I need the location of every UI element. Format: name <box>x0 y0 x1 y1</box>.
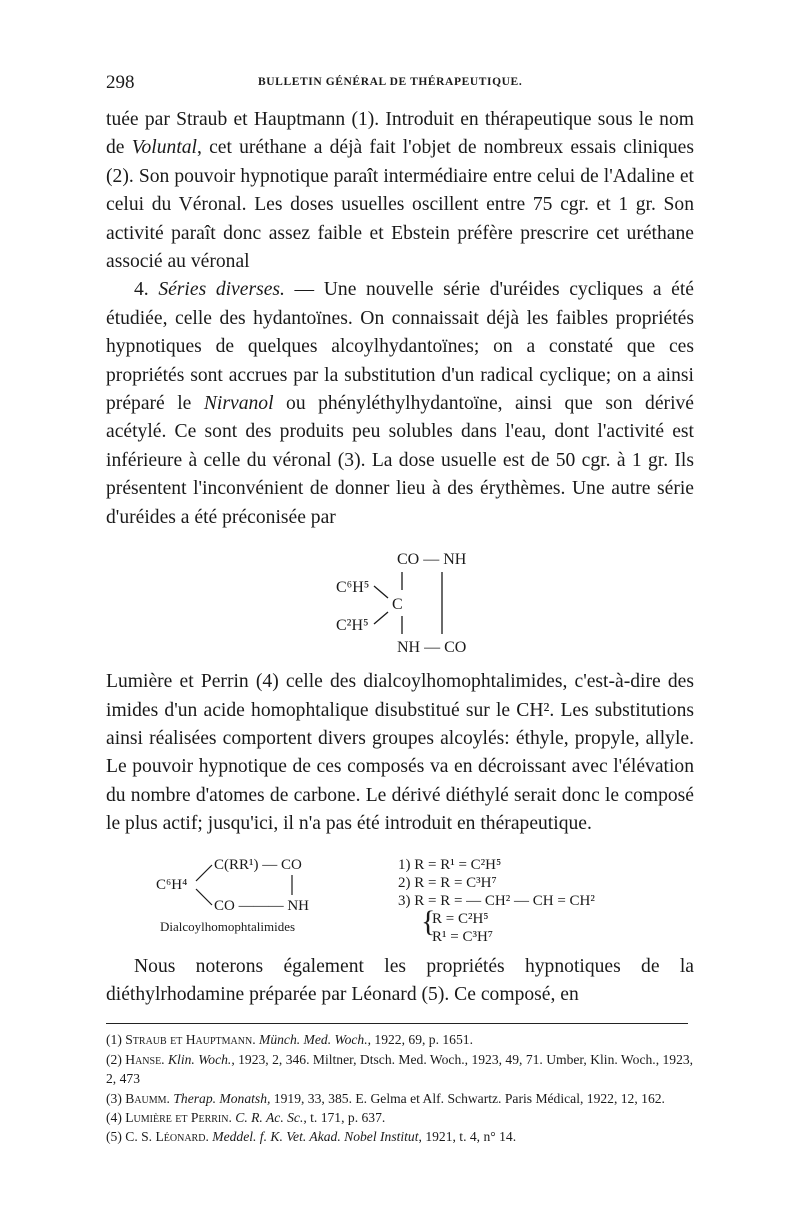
homophtalimide-formula <box>106 853 694 947</box>
footnote-rule <box>106 1023 688 1024</box>
formula-caption: Dialcoylhomophtalimides <box>160 918 296 934</box>
footnote-3 <box>106 1089 694 1108</box>
section-number: 4. <box>134 279 159 301</box>
body-text-2 <box>106 668 694 838</box>
paragraph-text: tuée par Straub et Hauptmann (1). Introduit en thérapeutique sous le nom de <box>106 109 694 159</box>
footnote-authors: Hanse. <box>125 1051 165 1067</box>
formula-c6h5: C⁶H⁵ <box>336 579 370 597</box>
paragraph-text: , cet uréthane a déjà fait l'objet de nombreux essais cliniques (2). Son pouvoir hypnotique paraît intermédiaire entre celui de l'Adaline et celui du Véronal. Les doses usuelles oscillent entre 75 cgr. et 1 gr. Son activité paraît donc assez faible et Ebstein préfère prescrire cet uréthane associé au véronal <box>106 137 694 273</box>
substituent-2: 2) R = R = C³H⁷ <box>398 874 497 891</box>
hydantoin-formula <box>106 542 694 654</box>
running-head: BULLETIN GÉNÉRAL DE THÉRAPEUTIQUE. <box>258 76 523 88</box>
footnote-authors: Straub et Hauptmann. <box>125 1032 256 1048</box>
footnote-ref: , 1923, 2, 346. Miltner, Dtsch. Med. Woch., 1923, 49, 71. Umber, Klin. Woch., 1923, 2, 473 <box>106 1051 694 1087</box>
formula-nh-co: NH — CO <box>397 639 467 655</box>
voluntal-term: Voluntal <box>131 137 198 159</box>
footnote-number: (1) <box>106 1032 126 1048</box>
footnote-ref: , 1921, t. 4, n° 14. <box>418 1129 517 1145</box>
footnote-ref: , 1922, 69, p. 1651. <box>367 1032 473 1048</box>
formula-c6h4: C⁶H⁴ <box>156 876 188 893</box>
formula-c-rr-co: C(RR¹) — CO <box>214 856 302 873</box>
paragraph-text: — Une nouvelle série d'uréides cycliques a été étudiée, celle des hydantoïnes. On connaissait déjà les faibles propriétés hypnotiques de quelques alcoylhydantoïnes; on a constaté que ces propriétés sont accrues par la substitution d'un radical cyclique; on a ainsi préparé le <box>106 279 694 415</box>
substituent-3: 3) R = R = — CH² — CH = CH² <box>398 892 595 909</box>
footnotes <box>106 1030 694 1146</box>
footnote-journal: C. R. Ac. Sc. <box>231 1109 304 1125</box>
footnote-number: (2) <box>106 1051 126 1067</box>
paragraph-series <box>106 276 694 532</box>
footnote-authors: C. S. Léonard. <box>125 1129 209 1145</box>
formula-co-nh: CO — NH <box>397 551 467 569</box>
footnote-journal: Münch. Med. Woch. <box>255 1032 368 1048</box>
body-text-3 <box>106 953 694 1010</box>
footnote-ref: , t. 171, p. 637. <box>303 1109 386 1125</box>
footnote-journal: Meddel. f. K. Vet. Akad. Nobel Institut <box>208 1129 419 1145</box>
paragraph-lumiere: Lumière et Perrin (4) celle des dialcoylhomophtalimides, c'est-à-dire des imides d'un acide homophtalique disubstitué sur le CH². Les substitutions ainsi réalisées comportent divers groupes alcoylés: éthyle, propyle, allyle. Le pouvoir hypnotique de ces composés va en décroissant avec l'élévation du nombre d'atomes de carbone. Le dérivé diéthylé serait donc le composé le plus actif; jusqu'ici, il n'a pas été introduit en thérapeutique. <box>106 671 694 835</box>
footnote-5 <box>106 1127 694 1146</box>
footnote-number: (5) <box>106 1129 126 1145</box>
footnote-journal: Klin. Woch. <box>164 1051 232 1067</box>
footnote-ref: 1919, 33, 385. E. Gelma et Alf. Schwartz. Paris Médical, 1922, 12, 162. <box>270 1090 665 1106</box>
page <box>106 72 694 1147</box>
footnote-journal: Therap. Monatsh, <box>169 1090 271 1106</box>
page-number: 298 <box>106 72 135 93</box>
paragraph-rhodamine: Nous noterons également les propriétés hypnotiques de la diéthylrhodamine préparée par Léonard (5). Ce composé, en <box>106 955 694 1005</box>
footnote-authors: Lumière et Perrin. <box>125 1109 232 1125</box>
footnote-2 <box>106 1050 694 1089</box>
formula-co-nh-2: CO ——— NH <box>214 897 310 914</box>
footnote-authors: Baumm. <box>125 1090 170 1106</box>
paragraph-voluntal <box>106 106 694 276</box>
formula-c: C <box>392 596 403 614</box>
footnote-number: (4) <box>106 1109 126 1125</box>
footnote-number: (3) <box>106 1090 126 1106</box>
page-header <box>106 72 694 106</box>
substituent-4a: R = C²H⁵ <box>432 910 489 927</box>
nirvanol-term: Nirvanol <box>203 393 274 415</box>
footnote-1 <box>106 1030 694 1049</box>
substituent-4b: R¹ = C³H⁷ <box>432 928 494 945</box>
brace-glyph: { <box>421 904 436 938</box>
paragraph-text: ou phényléthylhydantoïne, ainsi que son dérivé acétylé. Ce sont des produits peu solubles dans l'eau, dont l'activité est inférieure à celle du véronal (3). La dose usuelle est de 50 cgr. à 1 gr. Ils présentent l'inconvénient de donner lieu à des érythèmes. Une autre série d'uréides a été préconisée par <box>106 393 695 528</box>
section-title: Séries diverses. <box>158 279 285 301</box>
body-text <box>106 106 694 532</box>
formula-c2h5: C²H⁵ <box>336 617 369 635</box>
substituent-1: 1) R = R¹ = C²H⁵ <box>398 856 502 873</box>
footnote-4 <box>106 1108 694 1127</box>
